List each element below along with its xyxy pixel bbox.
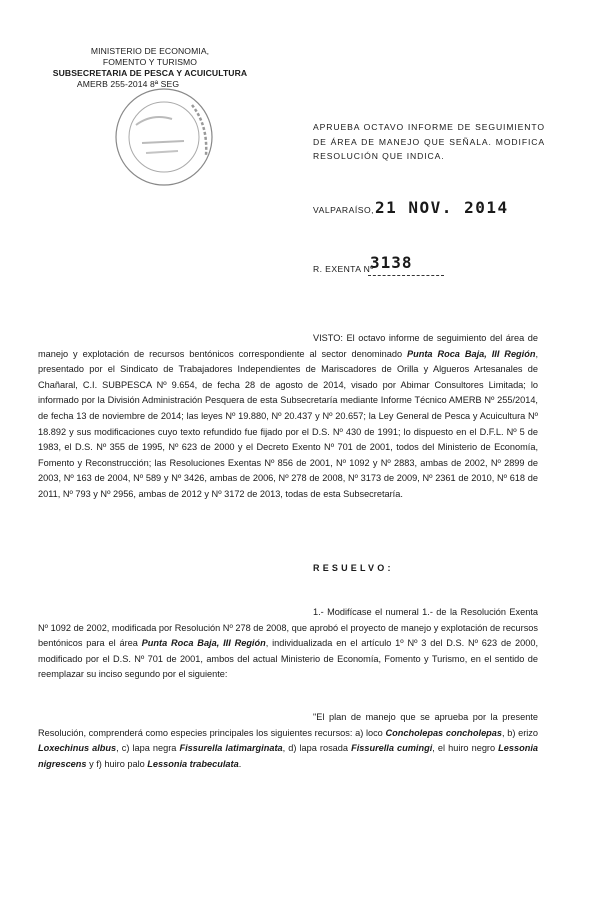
exenta-label: R. EXENTA Nº (313, 264, 374, 274)
ministry-subline: FOMENTO Y TURISMO (102, 57, 198, 67)
species-name: Fissurella latimarginata (179, 743, 283, 754)
quoted-replacement-text: "El plan de manejo que se aprueba por la presente Resolución, comprenderá como especies principales los siguientes recursos: a) loco Concholepas concholepas, b) erizo Loxechinus albus, c) lapa negra Fissurella latimarginata, d) lapa rosada Fissurella cumingi, el huiro negro Lessonia nigrescens y f) huiro palo Lessonia trabeculata. (38, 712, 539, 769)
resolution-date: 21 NOV. 2014 (375, 198, 509, 217)
resolution-subject: APRUEBA OCTAVO INFORME DE SEGUIMIENTO DE ÁREA DE MANEJO QUE SEÑALA. MODIFICA RESOLUCIÓN QUE INDICA. (313, 122, 545, 161)
ministry-line: MINISTERIO DE ECONOMIA, (90, 46, 210, 56)
area-name: Punta Roca Baja, III Región (141, 638, 266, 649)
subsecretaria-line: SUBSECRETARIA DE PESCA Y ACUICULTURA (52, 68, 248, 78)
species-name: Fissurella cumingi (351, 743, 433, 754)
species-name: Lessonia trabeculata (147, 758, 239, 769)
exenta-underline (368, 275, 444, 276)
amerb-reference: AMERB 255-2014 8ª SEG (76, 79, 180, 89)
place-label: VALPARAÍSO, (313, 205, 375, 215)
species-name: Concholepas concholepas (385, 727, 503, 738)
species-name: Lessonia nigrescens (38, 743, 538, 769)
official-seal-stamp (112, 85, 216, 189)
species-name: Loxechinus albus (38, 743, 117, 754)
area-name: Punta Roca Baja, III Región (407, 348, 536, 359)
article-1-paragraph: 1.- Modifícase el numeral 1.- de la Resolución Exenta Nº 1092 de 2002, modificada por Resolución Nº 278 de 2008, que aprobó el proyecto de manejo y explotación de recursos bentónicos para el área Punta Roca Baja, III Región, individualizada en el artículo 1º Nº 3 del D.S. Nº 623 de 2000, modificado por el D.S. Nº 701 de 2001, ambos del actual Ministerio de Economía, Fomento y Turismo, en el sentido de reemplazar su inciso segundo por el siguiente: (38, 607, 538, 680)
exenta-number: 3138 (370, 253, 413, 272)
resuelvo-heading: RESUELVO: (313, 563, 394, 573)
visto-paragraph: VISTO: El octavo informe de seguimiento del área de manejo y explotación de recursos bentónicos correspondiente al sector denominado Punta Roca Baja, III Región, presentado por el Sindicato de Trabajadores Independientes de Mariscadores de Orilla y Algueros Artesanales de Chañaral, C.I. SUBPESCA Nº 9.654, de fecha 28 de agosto de 2014, visado por Abimar Consultores Limitada; lo informado por la División Administración Pesquera de esta Subsecretaría mediante Informe Técnico AMERB Nº 255/2014, de fecha 13 de noviembre de 2014; las leyes Nº 19.880, Nº 20.437 y Nº 20.657; la Ley General de Pesca y Acuicultura Nº 18.892 y sus modificaciones cuyo texto refundido fue fijado por el D.S. Nº 430 de 1991; lo dispuesto en el D.F.L. Nº 5 de 1983, el D.S. Nº 355 de 1995, Nº 623 de 2000 y el Decreto Exento Nº 701 de 2001, todos del Ministerio de Economía, Fomento y Reconstrucción; las Resoluciones Exentas Nº 856 de 2001, Nº 1092 y Nº 2883, ambas de 2002, Nº 2899 de 2003, Nº 163 de 2004, Nº 589 y Nº 3426, ambas de 2006, Nº 278 de 2008, Nº 3173 de 2009, Nº 2361 de 2010, Nº 618 de 2011, Nº 793 y Nº 2956, ambas de 2012 y Nº 3172 de 2013, todas de esta Subsecretaría. (38, 333, 539, 499)
